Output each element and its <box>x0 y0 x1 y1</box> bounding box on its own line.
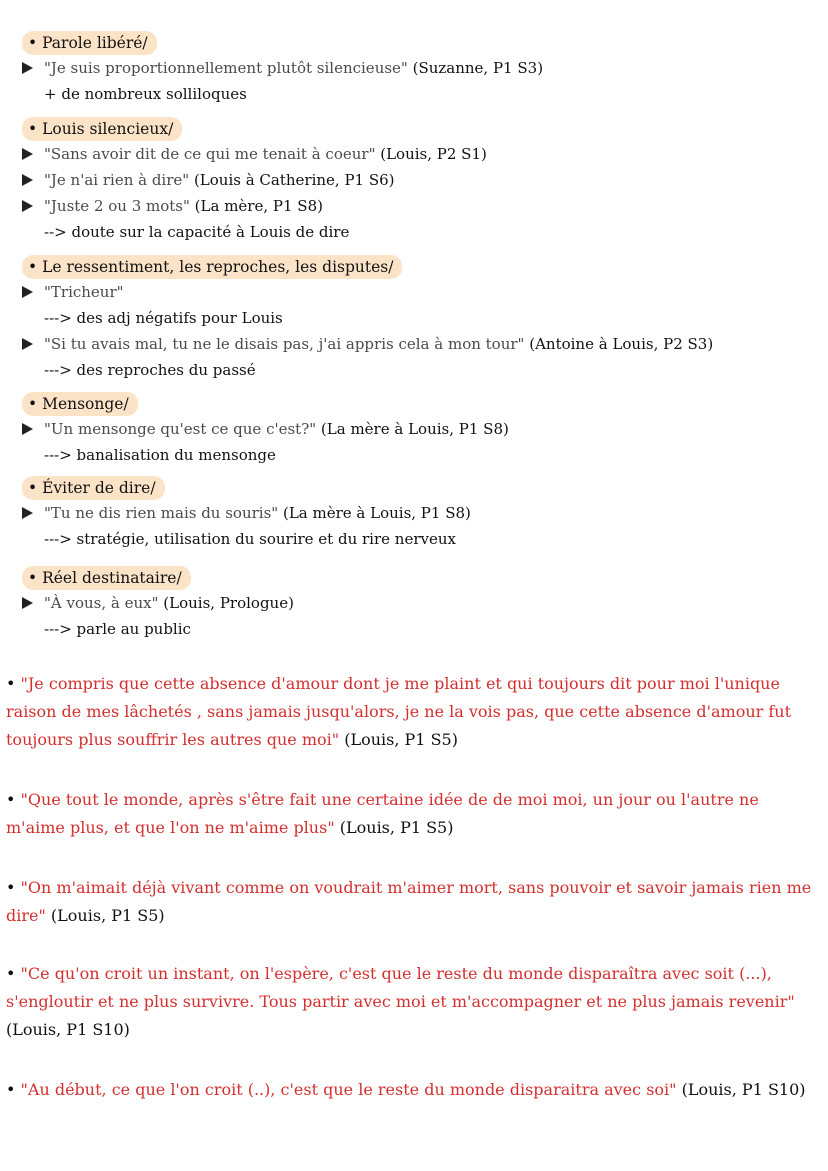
note-line: ---> banalisation du mensonge <box>44 446 276 464</box>
quote-item <box>22 500 471 526</box>
note-line: ---> stratégie, utilisation du sourire et du rire nerveux <box>44 530 456 548</box>
quote-item <box>22 167 487 193</box>
triangle-bullet-icon <box>22 200 33 212</box>
bullet: • <box>6 878 21 897</box>
quote-source: (Louis, P1 S5) <box>45 906 165 925</box>
quote-source: (Suzanne, P1 S3) <box>407 59 544 77</box>
quote-source: (Louis, P1 S5) <box>334 818 454 837</box>
quote-text: "Tricheur" <box>44 283 124 301</box>
triangle-bullet-icon <box>22 338 33 350</box>
section-heading: • Mensonge/ <box>22 392 138 416</box>
quote-source: (La mère, P1 S8) <box>189 197 323 215</box>
quote-text: "Je compris que cette absence d'amour dont je me plaint et qui toujours dit pour moi l'unique raison de mes lâchetés , sans jamais jusqu'alors, je ne la vois pas, que cette absence d'amour fut toujours plus souffrir les autres que moi" <box>6 674 792 749</box>
note-line: --> doute sur la capacité à Louis de dire <box>44 223 350 241</box>
bullet: • <box>6 790 21 809</box>
quote-text: "Au début, ce que l'on croit (..), c'est que le reste du monde disparaitra avec soi" <box>20 1080 677 1099</box>
note-line: + de nombreux solliloques <box>44 85 247 103</box>
triangle-bullet-icon <box>22 174 33 186</box>
quote-item <box>22 331 713 357</box>
quote-source: (La mère à Louis, P1 S8) <box>316 420 509 438</box>
triangle-bullet-icon <box>22 423 33 435</box>
highlighted-quote <box>6 670 820 754</box>
highlighted-quote <box>6 874 820 930</box>
quote-item <box>22 193 487 219</box>
triangle-bullet-icon <box>22 507 33 519</box>
section-heading: • Parole libéré/ <box>22 31 157 55</box>
quote-text: "Tu ne dis rien mais du souris" <box>44 504 279 522</box>
quote-text: "On m'aimait déjà vivant comme on voudrait m'aimer mort, sans pouvoir et savoir jamais rien me dire" <box>6 878 812 925</box>
section-ressentiment <box>22 255 713 383</box>
highlighted-quote <box>6 960 820 1044</box>
section-louis-silencieux <box>22 117 487 245</box>
triangle-bullet-icon <box>22 62 33 74</box>
quote-source: (Louis à Catherine, P1 S6) <box>189 171 395 189</box>
quote-source: (La mère à Louis, P1 S8) <box>278 504 471 522</box>
triangle-bullet-icon <box>22 597 33 609</box>
quote-text: "Ce qu'on croit un instant, on l'espère, c'est que le reste du monde disparaîtra avec soit (...), s'engloutir et ne plus survivre. Tous partir avec moi et m'accompagner et ne plus jamais revenir" <box>6 964 795 1011</box>
bullet: • <box>6 674 21 693</box>
note-line: ---> des reproches du passé <box>44 361 256 379</box>
quote-item <box>22 55 543 81</box>
quote-text: "Un mensonge qu'est ce que c'est?" <box>44 420 317 438</box>
quote-source: (Louis, P1 S10) <box>676 1080 806 1099</box>
quote-text: "Sans avoir dit de ce qui me tenait à coeur" <box>44 145 376 163</box>
section-heading: • Le ressentiment, les reproches, les disputes/ <box>22 255 402 279</box>
section-heading: • Louis silencieux/ <box>22 117 182 141</box>
bullet: • <box>6 964 21 983</box>
triangle-bullet-icon <box>22 148 33 160</box>
quote-item <box>22 279 713 305</box>
note-line: ---> parle au public <box>44 620 191 638</box>
quote-text: "Que tout le monde, après s'être fait une certaine idée de de moi moi, un jour ou l'autre ne m'aime plus, et que l'on ne m'aime plus" <box>6 790 759 837</box>
section-reel-destinataire <box>22 566 294 642</box>
triangle-bullet-icon <box>22 286 33 298</box>
section-parole-libere <box>22 31 543 107</box>
bullet: • <box>6 1080 21 1099</box>
section-heading: • Réel destinataire/ <box>22 566 191 590</box>
quote-source: (Louis, P1 S10) <box>6 1020 130 1039</box>
section-mensonge <box>22 392 509 468</box>
note-line: ---> des adj négatifs pour Louis <box>44 309 283 327</box>
quote-text: "Juste 2 ou 3 mots" <box>44 197 190 215</box>
highlighted-quote <box>6 786 820 842</box>
quote-text: "Je suis proportionnellement plutôt silencieuse" <box>44 59 408 77</box>
quote-item <box>22 416 509 442</box>
quote-source: (Louis, P1 S5) <box>339 730 458 749</box>
quote-source: (Antoine à Louis, P2 S3) <box>524 335 714 353</box>
quote-item <box>22 590 294 616</box>
section-eviter-de-dire <box>22 476 471 552</box>
quote-source: (Louis, P2 S1) <box>375 145 487 163</box>
quote-text: "Si tu avais mal, tu ne le disais pas, j'ai appris cela à mon tour" <box>44 335 525 353</box>
quote-source: (Louis, Prologue) <box>158 594 294 612</box>
quote-text: "Je n'ai rien à dire" <box>44 171 190 189</box>
section-heading: • Éviter de dire/ <box>22 476 165 500</box>
highlighted-quote <box>6 1076 820 1104</box>
quote-text: "À vous, à eux" <box>44 594 159 612</box>
quote-item <box>22 141 487 167</box>
